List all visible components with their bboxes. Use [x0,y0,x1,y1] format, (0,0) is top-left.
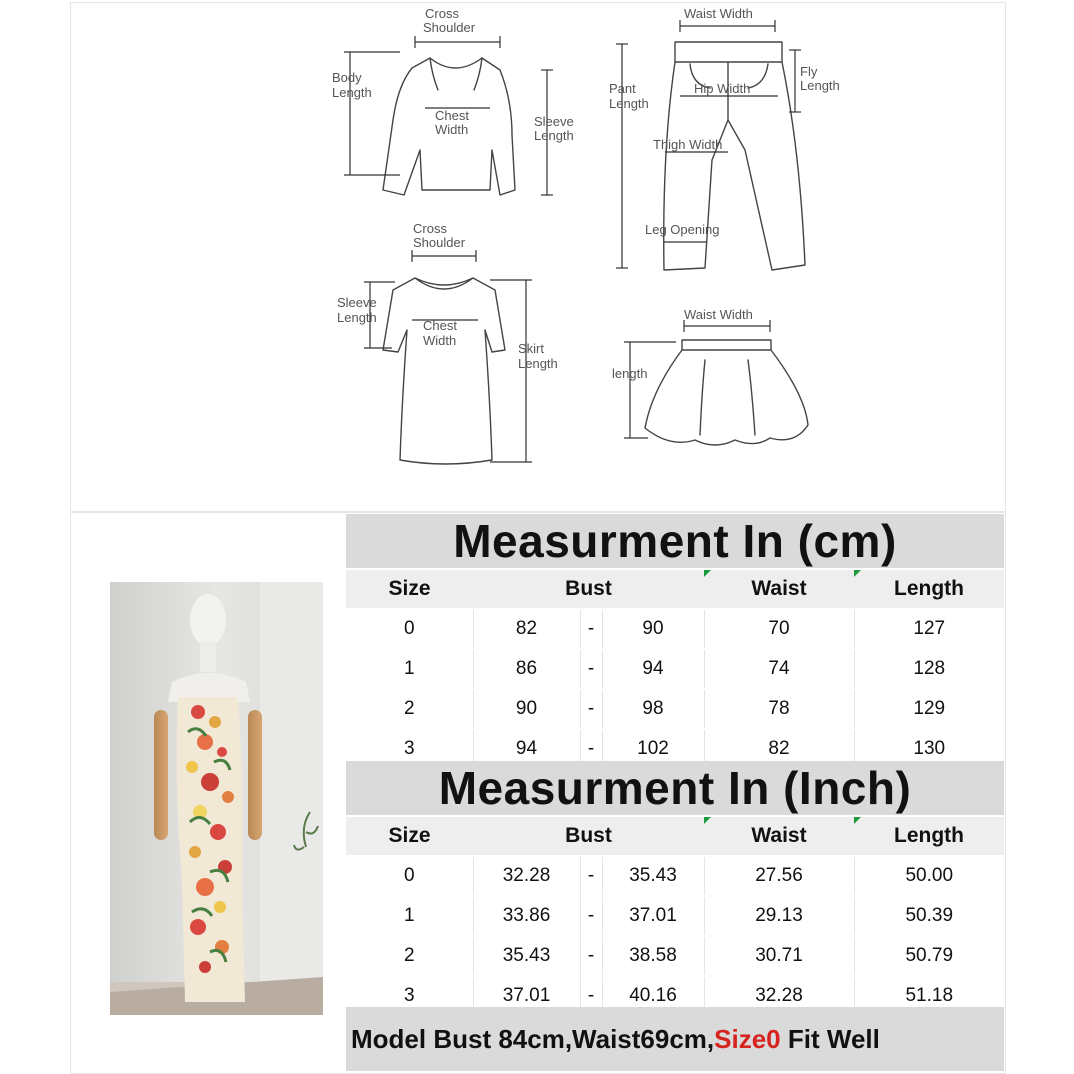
dress-cross-shoulder-label-1: Cross [413,221,447,236]
table-cm-header-length: Length [854,569,1004,609]
cm-waist: 78 [704,689,854,729]
inch-bust-sep: - [580,896,602,936]
table-inch-header-size: Size [346,816,473,856]
product-photo [110,582,323,1015]
top-sleeve-length-label-1: Sleeve [534,114,574,129]
inch-bust-min: 32.28 [473,856,580,896]
top-body-length-label-2: Length [332,85,372,100]
cm-size: 0 [346,609,473,649]
cm-waist: 82 [704,729,854,769]
table-row [346,936,1004,976]
table-cm-header-waist: Waist [704,569,854,609]
top-diagram [332,6,574,195]
top-cross-shoulder-label-1: Cross [425,6,459,21]
inch-size: 2 [346,936,473,976]
inch-length: 50.00 [854,856,1004,896]
pants-leg-opening-label: Leg Opening [645,222,720,237]
cm-waist: 74 [704,649,854,689]
mannequin-dress-image [110,582,323,1015]
cm-bust-sep: - [580,609,602,649]
skirt-waist-width-label: Waist Width [684,307,753,322]
inch-bust-min: 37.01 [473,976,580,1016]
measurement-table-inch [346,761,1004,1017]
inch-length: 51.18 [854,976,1004,1016]
inch-waist: 29.13 [704,896,854,936]
inch-size: 1 [346,896,473,936]
inch-bust-min: 33.86 [473,896,580,936]
cm-bust-min: 94 [473,729,580,769]
inch-size: 3 [346,976,473,1016]
cm-bust-min: 90 [473,689,580,729]
cm-bust-max: 90 [602,609,704,649]
cm-length: 128 [854,649,1004,689]
table-inch-header-bust: Bust [473,816,704,856]
top-cross-shoulder-label-2: Shoulder [423,20,476,35]
model-fit-note [346,1007,1004,1071]
table-row [346,609,1004,649]
pants-fly-length-label-1: Fly [800,64,818,79]
cm-length: 127 [854,609,1004,649]
measurement-diagrams [0,0,1074,510]
top-chest-width-label-1: Chest [435,108,469,123]
cm-length: 129 [854,689,1004,729]
inch-bust-max: 38.58 [602,936,704,976]
inch-waist: 32.28 [704,976,854,1016]
skirt-length-label: length [612,366,648,381]
table-row [346,649,1004,689]
inch-size: 0 [346,856,473,896]
cm-bust-min: 82 [473,609,580,649]
inch-length: 50.39 [854,896,1004,936]
model-note-size: Size0 [714,1024,781,1054]
cm-waist: 70 [704,609,854,649]
dress-sleeve-length-label-1: Sleeve [337,295,377,310]
pants-thigh-width-label: Thigh Width [653,137,723,152]
dress-chest-width-label-2: Width [423,333,457,348]
dress-chest-width-label-1: Chest [423,318,457,333]
dress-diagram [337,221,558,464]
top-body-length-label-1: Body [332,70,362,85]
pants-waist-width-label: Waist Width [684,6,753,21]
table-cm-title: Measurment In (cm) [346,514,1004,569]
cm-bust-max: 98 [602,689,704,729]
table-cm-header-bust: Bust [473,569,704,609]
pants-pant-length-label-2: Length [609,96,649,111]
dress-skirt-length-label-1: Skirt [518,341,544,356]
cm-bust-sep: - [580,689,602,729]
pants-pant-length-label-1: Pant [609,81,636,96]
model-note-prefix: Model Bust 84cm,Waist69cm, [351,1024,715,1054]
top-chest-width-label-2: Width [435,122,469,137]
inch-bust-sep: - [580,976,602,1016]
inch-waist: 27.56 [704,856,854,896]
measurement-table-cm [346,514,1004,770]
cm-size: 3 [346,729,473,769]
skirt-diagram [612,307,808,445]
table-inch-header-waist: Waist [704,816,854,856]
cm-bust-sep: - [580,649,602,689]
table-cm-header-size: Size [346,569,473,609]
inch-bust-min: 35.43 [473,936,580,976]
cm-bust-max: 102 [602,729,704,769]
inch-bust-max: 37.01 [602,896,704,936]
pants-diagram [609,6,840,270]
inch-bust-max: 40.16 [602,976,704,1016]
table-row [346,896,1004,936]
cm-length: 130 [854,729,1004,769]
model-note-suffix: Fit Well [780,1024,880,1054]
inch-waist: 30.71 [704,936,854,976]
cm-size: 1 [346,649,473,689]
table-inch-title: Measurment In (Inch) [346,761,1004,816]
inch-length: 50.79 [854,936,1004,976]
table-row [346,689,1004,729]
dress-sleeve-length-label-2: Length [337,310,377,325]
cm-size: 2 [346,689,473,729]
table-row [346,856,1004,896]
table-inch-header-length: Length [854,816,1004,856]
cm-bust-min: 86 [473,649,580,689]
pants-fly-length-label-2: Length [800,78,840,93]
dress-cross-shoulder-label-2: Shoulder [413,235,466,250]
dress-skirt-length-label-2: Length [518,356,558,371]
top-sleeve-length-label-2: Length [534,128,574,143]
inch-bust-sep: - [580,936,602,976]
cm-bust-sep: - [580,729,602,769]
cm-bust-max: 94 [602,649,704,689]
pants-hip-width-label: Hip Width [694,81,751,96]
inch-bust-sep: - [580,856,602,896]
inch-bust-max: 35.43 [602,856,704,896]
